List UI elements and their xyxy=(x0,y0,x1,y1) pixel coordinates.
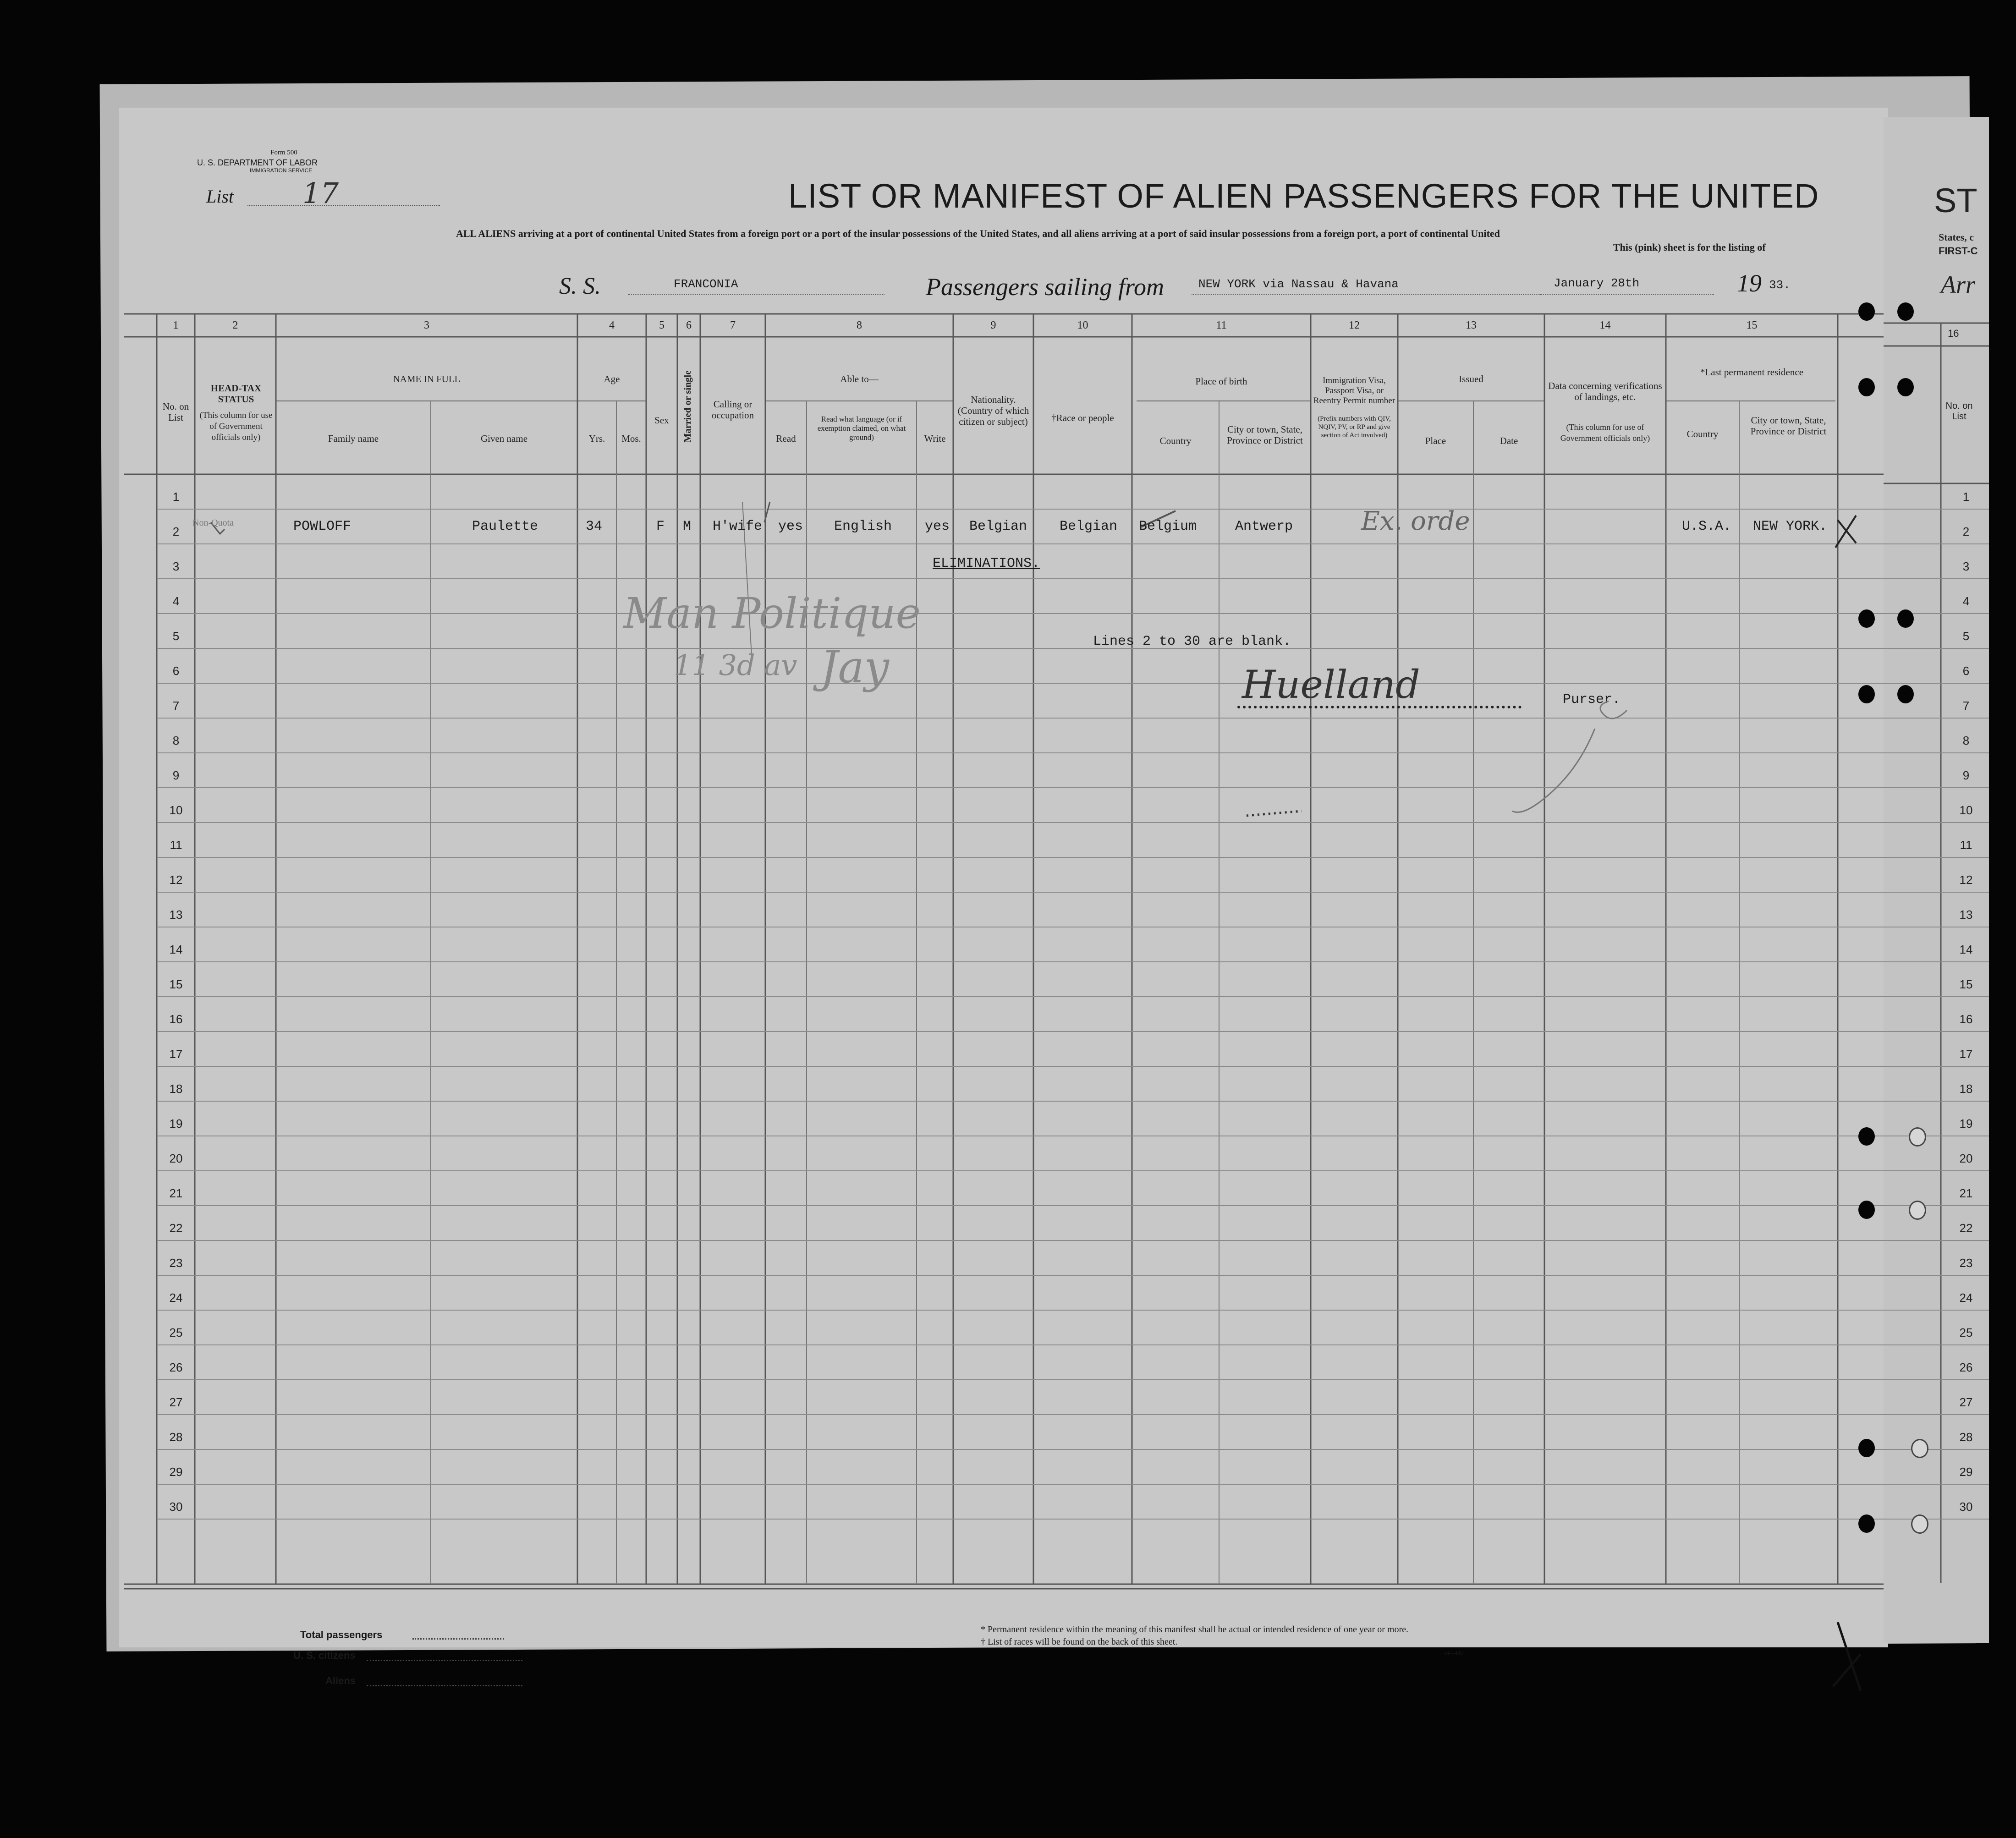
binder-hole xyxy=(1909,1201,1926,1220)
row-number: 17 xyxy=(169,1047,183,1061)
race: Belgian xyxy=(1060,519,1118,534)
next-page-arr: Arr xyxy=(1941,271,1976,298)
given-name: Paulette xyxy=(472,519,538,534)
hdr-res-country: Country xyxy=(1686,428,1719,439)
next-page-row-number: 24 xyxy=(1959,1291,1973,1305)
list-underline xyxy=(247,205,440,206)
hdr-head-tax-note: (This column for use of Government officials only) xyxy=(199,411,273,442)
col-num-5: 5 xyxy=(659,319,665,331)
row-number: 23 xyxy=(169,1256,183,1270)
col-num-11: 11 xyxy=(1216,319,1227,331)
language: English xyxy=(834,519,892,534)
row-number: 27 xyxy=(169,1395,183,1409)
initials-scribble xyxy=(1503,697,1659,834)
birth-city: Antwerp xyxy=(1235,519,1293,534)
next-page-row-number: 8 xyxy=(1962,734,1970,747)
next-page-row-number: 26 xyxy=(1959,1361,1973,1374)
occupation: H'wife xyxy=(713,519,763,534)
row-number: 3 xyxy=(172,560,180,573)
hdr-birth-city: City or town, State, Province or District xyxy=(1227,424,1303,446)
hdr-res-city: City or town, State, Province or District xyxy=(1750,415,1827,437)
list-number: 17 xyxy=(302,176,339,210)
next-page-row-number: 1 xyxy=(1962,490,1970,504)
family-name: POWLOFF xyxy=(293,519,352,534)
hdr-last-residence: *Last permanent residence xyxy=(1700,367,1804,378)
next-page-row-number: 20 xyxy=(1959,1152,1973,1165)
purser-signature: Huelland xyxy=(1242,662,1420,707)
row-number: 6 xyxy=(172,664,180,678)
binder-hole xyxy=(1858,302,1875,321)
hdr-name: NAME IN FULL xyxy=(393,373,461,384)
row-number: 30 xyxy=(169,1500,183,1514)
row-number: 8 xyxy=(172,734,180,747)
birth-country: Belgium xyxy=(1139,519,1197,534)
next-page-row-number: 30 xyxy=(1959,1500,1973,1514)
hdr-issued-date: Date xyxy=(1500,435,1518,446)
row-number: 1 xyxy=(172,490,180,504)
department: U. S. DEPARTMENT OF LABOR xyxy=(197,158,318,167)
total-passengers-label: Total passengers xyxy=(300,1629,383,1640)
manifest-sheet xyxy=(119,108,1888,1647)
binder-hole xyxy=(1858,1514,1875,1533)
next-page-row-number: 29 xyxy=(1959,1465,1973,1479)
next-page-row-number: 14 xyxy=(1959,943,1973,956)
binder-hole xyxy=(1911,1514,1928,1534)
next-page-row-number: 22 xyxy=(1959,1221,1973,1235)
hdr-visa: Immigration Visa, Passport Visa, or Reentry Permit number xyxy=(1313,376,1395,406)
row-number: 19 xyxy=(169,1117,183,1130)
form-number: Form 500 xyxy=(270,149,297,156)
row-number: 2 xyxy=(172,525,180,538)
binder-hole xyxy=(1911,1439,1928,1458)
binder-hole xyxy=(1858,1201,1875,1219)
binder-hole xyxy=(1858,378,1875,396)
next-page-row-number: 17 xyxy=(1959,1047,1973,1061)
next-page-row-number: 27 xyxy=(1959,1395,1973,1409)
handwritten-note-3: Jay xyxy=(820,642,889,693)
col-num-3: 3 xyxy=(424,319,429,331)
col-num-2: 2 xyxy=(232,319,238,331)
date-underline xyxy=(1540,294,1714,295)
write: yes xyxy=(925,519,950,534)
col-num-12: 12 xyxy=(1349,319,1360,331)
next-page-row-number: 23 xyxy=(1959,1256,1973,1270)
hdr-place-of-birth: Place of birth xyxy=(1195,376,1247,387)
list-label: List xyxy=(206,186,234,207)
binder-hole xyxy=(1909,1127,1926,1147)
row-number: 18 xyxy=(169,1082,183,1096)
row-number: 15 xyxy=(169,977,183,991)
next-page-row-number: 13 xyxy=(1959,908,1973,922)
next-page-row-number: 9 xyxy=(1962,768,1970,782)
row-number: 5 xyxy=(172,629,180,643)
col-num-14: 14 xyxy=(1599,319,1611,331)
row-number: 4 xyxy=(172,594,180,608)
row-number: 22 xyxy=(169,1221,183,1235)
year-prefix: 19 xyxy=(1737,269,1762,297)
total-passengers-line xyxy=(412,1638,504,1640)
handwritten-note-2: 11 3d av xyxy=(674,648,797,682)
ss-label: S. S. xyxy=(559,273,601,299)
row-number: 21 xyxy=(169,1186,183,1200)
hdr-head-tax: HEAD-TAX STATUS xyxy=(210,383,262,405)
next-page-row-number: 12 xyxy=(1959,873,1973,887)
sailing-date: January 28th xyxy=(1554,276,1640,290)
row-number: 26 xyxy=(169,1361,183,1374)
hdr-family-name: Family name xyxy=(328,433,379,444)
col-num-4: 4 xyxy=(609,319,615,331)
next-page-row-number: 3 xyxy=(1962,560,1970,573)
hdr-issued-place: Place xyxy=(1425,435,1446,446)
row-number: 20 xyxy=(169,1152,183,1165)
hdr-visa-note: (Prefix numbers with QIV, NQIV, PV, or RP and give section of Act involved) xyxy=(1318,415,1391,439)
col-num-9: 9 xyxy=(990,319,996,331)
binder-hole xyxy=(1858,685,1875,703)
row-number: 12 xyxy=(169,873,183,887)
hdr-nationality: Nationality. (Country of which citizen or subject) xyxy=(957,394,1029,427)
next-page-row-number: 28 xyxy=(1959,1430,1973,1444)
next-page-row-number: 10 xyxy=(1959,803,1973,817)
col-num-13: 13 xyxy=(1466,319,1477,331)
us-citizens-line xyxy=(367,1660,522,1661)
service: IMMIGRATION SERVICE xyxy=(250,167,313,174)
hdr-sex: Sex xyxy=(654,415,669,426)
footnote-permanent-residence: * Permanent residence within the meaning of this manifest shall be actual or intended residence of one year or more. xyxy=(981,1624,1409,1635)
binder-hole xyxy=(1897,302,1914,321)
next-page-row-number: 18 xyxy=(1959,1082,1973,1096)
check-x-mark xyxy=(1829,1618,1870,1695)
next-page-row-number: 11 xyxy=(1960,838,1972,852)
hdr-no-on-list: No. on List xyxy=(162,401,189,423)
head-tax-status: Non-Quota xyxy=(192,518,234,528)
footnote-races: † List of races will be found on the back of this sheet. xyxy=(981,1637,1178,1647)
col-num-10: 10 xyxy=(1077,319,1088,331)
aliens-label: Aliens xyxy=(325,1675,356,1686)
binder-hole xyxy=(1897,378,1914,396)
row-number: 28 xyxy=(169,1430,183,1444)
nationality: Belgian xyxy=(969,519,1027,534)
col-num-1: 1 xyxy=(173,319,179,331)
age-years: 34 xyxy=(586,519,603,534)
hdr-issued: Issued xyxy=(1459,373,1483,384)
next-page-title: ST xyxy=(1934,181,1978,219)
row-number: 14 xyxy=(169,943,183,956)
next-page-row-number: 4 xyxy=(1962,594,1970,608)
hdr-married: Married or single xyxy=(682,370,693,443)
next-page-row-number: 16 xyxy=(1959,1012,1973,1026)
col-num-7: 7 xyxy=(730,319,736,331)
next-page-col-num: 16 xyxy=(1948,328,1959,339)
next-page-row-number: 5 xyxy=(1962,629,1970,643)
next-page-col-label: No. on List xyxy=(1945,401,1973,422)
next-page-row-number: 19 xyxy=(1959,1117,1973,1130)
row-number: 13 xyxy=(169,908,183,922)
row-number: 11 xyxy=(170,838,182,852)
col-num-8: 8 xyxy=(857,319,862,331)
subtitle-2: This (pink) sheet is for the listing of xyxy=(1613,241,1766,253)
next-page-sub-2: FIRST-C xyxy=(1939,245,1978,257)
row-number: 10 xyxy=(169,803,183,817)
res-city: NEW YORK. xyxy=(1753,519,1828,534)
next-page-fragment xyxy=(1884,117,1989,1643)
handwritten-note-1: Man Politique xyxy=(623,589,921,638)
binder-hole xyxy=(1858,1127,1875,1146)
purser-label: Purser. xyxy=(1563,692,1621,708)
marital-status: M xyxy=(683,519,692,534)
binder-hole xyxy=(1897,609,1914,628)
res-country: U.S.A. xyxy=(1682,519,1732,534)
row-number: 16 xyxy=(169,1012,183,1026)
hdr-race: †Race or people xyxy=(1051,412,1114,423)
hdr-verifications: Data concerning verifications of landings, etc. xyxy=(1548,380,1662,402)
hdr-given-name: Given name xyxy=(480,433,528,444)
sailing-label: Passengers sailing from xyxy=(926,273,1165,301)
hdr-able-to: Able to— xyxy=(840,373,879,384)
hdr-occupation: Calling or occupation xyxy=(711,399,754,421)
binder-hole xyxy=(1897,685,1914,703)
ship-underline xyxy=(628,294,884,295)
row-number: 25 xyxy=(169,1326,183,1339)
next-page-row-number: 6 xyxy=(1962,664,1970,678)
hdr-write: Write xyxy=(924,433,946,444)
hdr-verifications-note: (This column for use of Government officials only) xyxy=(1560,422,1650,443)
hdr-age-yrs: Yrs. xyxy=(588,433,605,444)
eliminations-note: ELIMINATIONS. xyxy=(933,556,1040,571)
row-number: 7 xyxy=(172,699,180,713)
sailing-from: NEW YORK via Nassau & Havana xyxy=(1198,277,1399,291)
page-title: LIST OR MANIFEST OF ALIEN PASSENGERS FOR THE UNITED xyxy=(788,177,1819,215)
next-page-row-number: 7 xyxy=(1962,699,1970,713)
hdr-read-language: Read what language (or if exemption claimed, on what ground) xyxy=(817,415,906,442)
hdr-age-mos: Mos. xyxy=(621,433,641,444)
sex: F xyxy=(656,519,665,534)
year-suffix: 33. xyxy=(1769,278,1791,292)
hdr-age: Age xyxy=(604,373,620,384)
row-number: 24 xyxy=(169,1291,183,1305)
aliens-line xyxy=(367,1685,522,1686)
row-number: 9 xyxy=(172,768,180,782)
read: yes xyxy=(778,519,803,534)
subtitle-1: ALL ALIENS arriving at a port of continental United States from a foreign port or a port of the insular possessions of the United States, and all aliens arriving at a port of said insular possessions from a foreign port, a port of continental United xyxy=(456,228,1500,239)
next-page-sub-1: States, c xyxy=(1939,231,1974,243)
hdr-read: Read xyxy=(776,433,796,444)
blank-lines-note: Lines 2 to 30 are blank. xyxy=(1093,634,1291,649)
binder-hole xyxy=(1858,1439,1875,1457)
print-code: 14—430 xyxy=(1444,1650,1463,1656)
ship-name: FRANCONIA xyxy=(674,277,738,291)
col-num-6: 6 xyxy=(686,319,692,331)
next-page-row-number: 15 xyxy=(1959,977,1973,991)
binder-hole xyxy=(1858,609,1875,628)
hdr-birth-country: Country xyxy=(1159,435,1192,446)
visa-note: Ex. orde xyxy=(1361,506,1470,536)
next-page-row-number: 2 xyxy=(1962,525,1970,538)
next-page-row-number: 25 xyxy=(1959,1326,1973,1339)
grid-lines xyxy=(119,108,1888,1647)
us-citizens-label: U. S. citizens xyxy=(293,1650,356,1661)
next-page-row-number: 21 xyxy=(1959,1186,1973,1200)
col-num-15: 15 xyxy=(1746,319,1758,331)
row-number: 29 xyxy=(169,1465,183,1479)
